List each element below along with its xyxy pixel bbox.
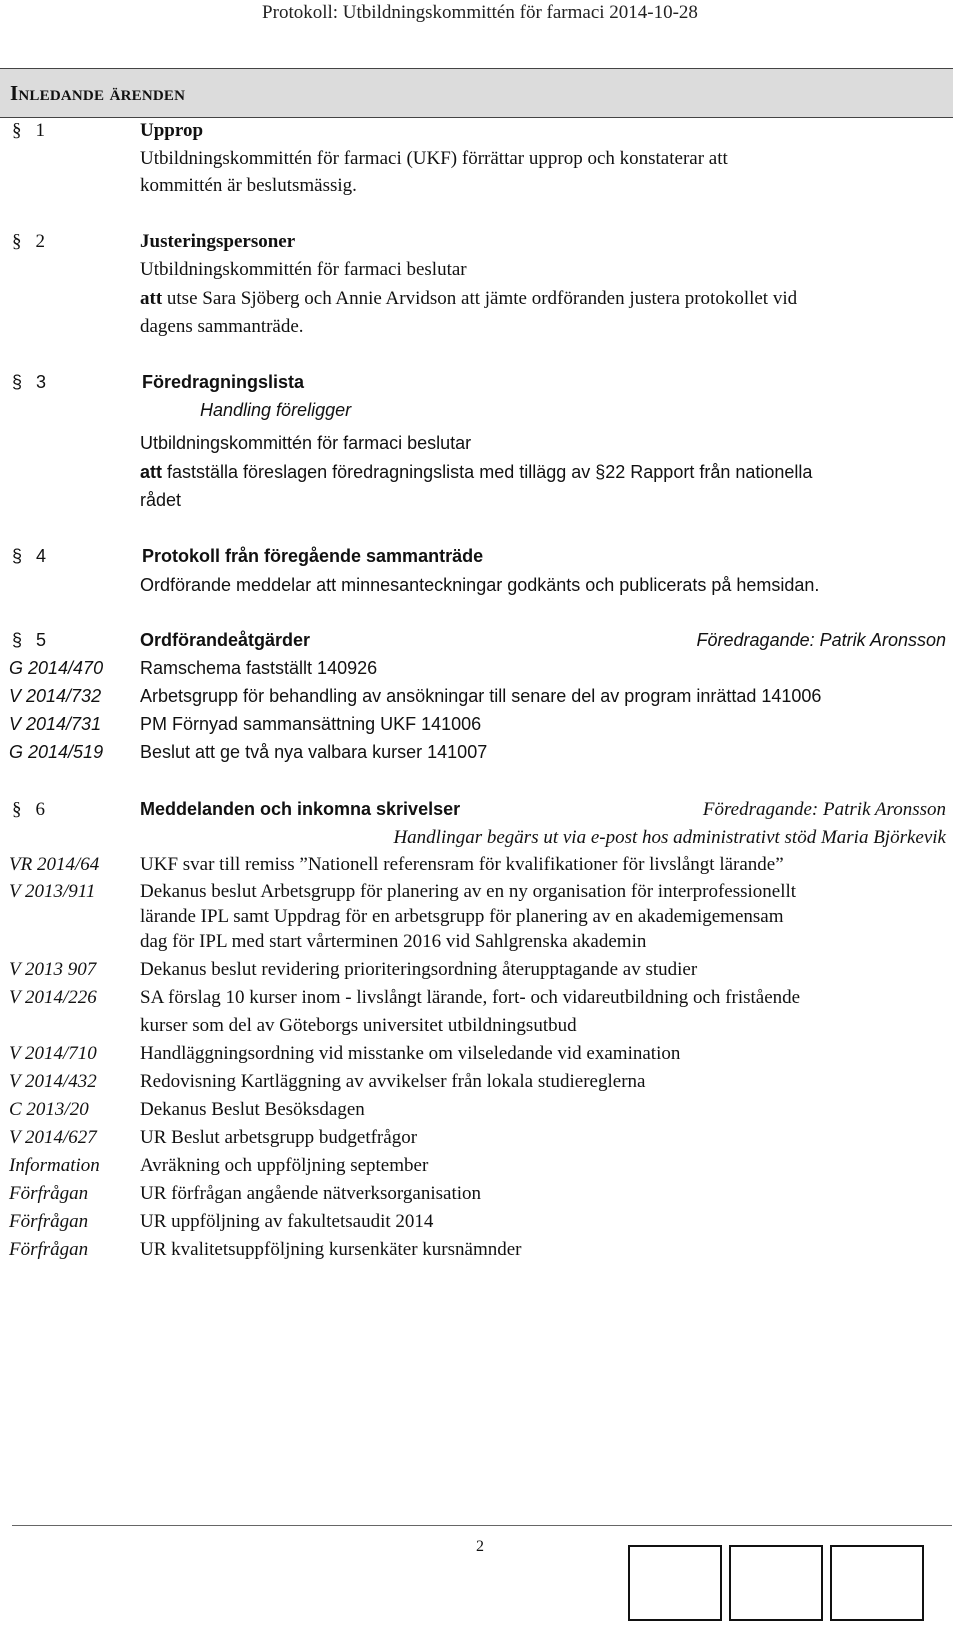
item-3-decision: att fastställa föreslagen föredragningslista med tillägg av §22 Rapport från nationella xyxy=(140,462,813,482)
case-code: V 2014/226 xyxy=(9,987,97,1008)
item-2-line: Utbildningskommittén för farmaci beslutar xyxy=(140,259,467,280)
section-header xyxy=(0,68,953,118)
item-number-3: § 3 xyxy=(12,372,47,392)
case-text: kurser som del av Göteborgs universitet utbildningsutbud xyxy=(140,1015,577,1036)
item-1-line: Utbildningskommittén för farmaci (UKF) förrättar upprop och konstaterar att xyxy=(140,148,728,169)
case-code: V 2013/911 xyxy=(9,881,96,902)
case-text: UR förfrågan angående nätverksorganisation xyxy=(140,1183,481,1204)
item-2-decision: att utse Sara Sjöberg och Annie Arvidson att jämte ordföranden justera protokollet vid xyxy=(140,288,798,309)
item-number-5: § 5 xyxy=(12,630,47,650)
item-title-3: Föredragningslista xyxy=(142,372,305,392)
signature-box xyxy=(628,1545,722,1621)
signature-box xyxy=(830,1545,924,1621)
item-6-note: Handlingar begärs ut via e-post hos administrativt stöd Maria Björkevik xyxy=(393,827,946,848)
section-title: Inledande ärenden xyxy=(10,81,186,105)
case-code: V 2014/432 xyxy=(9,1071,97,1092)
case-text: Dekanus Beslut Besöksdagen xyxy=(140,1099,365,1120)
case-code: Förfrågan xyxy=(9,1211,89,1232)
att-keyword: att xyxy=(140,288,163,309)
case-code: Förfrågan xyxy=(9,1239,89,1260)
item-title-2: Justeringspersoner xyxy=(140,231,296,252)
item-title-4: Protokoll från föregående sammanträde xyxy=(142,546,484,566)
case-code: Information xyxy=(9,1155,100,1176)
case-code: V 2014/710 xyxy=(9,1043,97,1064)
item-3-line: rådet xyxy=(140,490,182,510)
signature-box xyxy=(729,1545,823,1621)
case-text: dag för IPL med start vårterminen 2016 vid Sahlgrenska akademin xyxy=(140,931,647,952)
case-text: UR kvalitetsuppföljning kursenkäter kursnämnder xyxy=(140,1239,522,1260)
case-text: Avräkning och uppföljning september xyxy=(140,1155,429,1176)
item-title-1: Upprop xyxy=(140,120,204,141)
case-code: G 2014/519 xyxy=(9,742,104,762)
case-code: V 2014/627 xyxy=(9,1127,97,1148)
case-text: UR uppföljning av fakultetsaudit 2014 xyxy=(140,1211,434,1232)
case-text: Dekanus beslut Arbetsgrupp för planering av en ny organisation för interprofessionellt xyxy=(140,881,797,902)
case-text: lärande IPL samt Uppdrag för en arbetsgrupp för planering av en akademigemensam xyxy=(140,906,784,927)
case-text: Ramschema fastställt 140926 xyxy=(140,658,378,678)
item-title-6: Meddelanden och inkomna skrivelser xyxy=(140,799,461,819)
case-code: V 2014/731 xyxy=(9,714,102,734)
footer-divider xyxy=(12,1525,952,1526)
case-text: Beslut att ge två nya valbara kurser 141007 xyxy=(140,742,488,762)
case-text: UKF svar till remiss ”Nationell referensram för kvalifikationer för livslångt lärande” xyxy=(140,854,784,875)
case-code: Förfrågan xyxy=(9,1183,89,1204)
item-4-line: Ordförande meddelar att minnesanteckningar godkänts och publicerats på hemsidan. xyxy=(140,575,820,595)
case-text: SA förslag 10 kurser inom - livslångt lärande, fort- och vidareutbildning och fristående xyxy=(140,987,801,1008)
case-code: V 2013 907 xyxy=(9,959,97,980)
item-title-5: Ordförandeåtgärder xyxy=(140,630,311,650)
case-code: G 2014/470 xyxy=(9,658,104,678)
case-text: Arbetsgrupp för behandling av ansökningar till senare del av program inrättad 141006 xyxy=(140,686,822,706)
page-header: Protokoll: Utbildningskommittén för farmaci 2014-10-28 xyxy=(262,2,698,23)
case-text: Handläggningsordning vid misstanke om vilseledande vid examination xyxy=(140,1043,681,1064)
item-number-2: § 2 xyxy=(12,231,45,252)
item-1-line: kommittén är beslutsmässig. xyxy=(140,175,357,196)
item-number-1: § 1 xyxy=(12,120,45,141)
item-number-4: § 4 xyxy=(12,546,47,566)
item-5-presenter: Föredragande: Patrik Aronsson xyxy=(696,630,946,650)
item-2-line: dagens sammanträde. xyxy=(140,316,304,337)
att-keyword: att xyxy=(140,462,162,482)
case-text: PM Förnyad sammansättning UKF 141006 xyxy=(140,714,482,734)
item-3-line: Utbildningskommittén för farmaci beslutar xyxy=(140,433,472,453)
case-text: Redovisning Kartläggning av avvikelser från lokala studiereglerna xyxy=(140,1071,646,1092)
item-3-note: Handling föreligger xyxy=(200,400,352,420)
page-number: 2 xyxy=(476,1538,484,1555)
item-number-6: § 6 xyxy=(12,799,45,820)
case-code: C 2013/20 xyxy=(9,1099,89,1120)
case-code: VR 2014/64 xyxy=(9,854,100,875)
case-text: UR Beslut arbetsgrupp budgetfrågor xyxy=(140,1127,418,1148)
case-text: Dekanus beslut revidering prioriteringsordning återupptagande av studier xyxy=(140,959,698,980)
case-code: V 2014/732 xyxy=(9,686,102,706)
item-6-presenter: Föredragande: Patrik Aronsson xyxy=(702,799,946,820)
